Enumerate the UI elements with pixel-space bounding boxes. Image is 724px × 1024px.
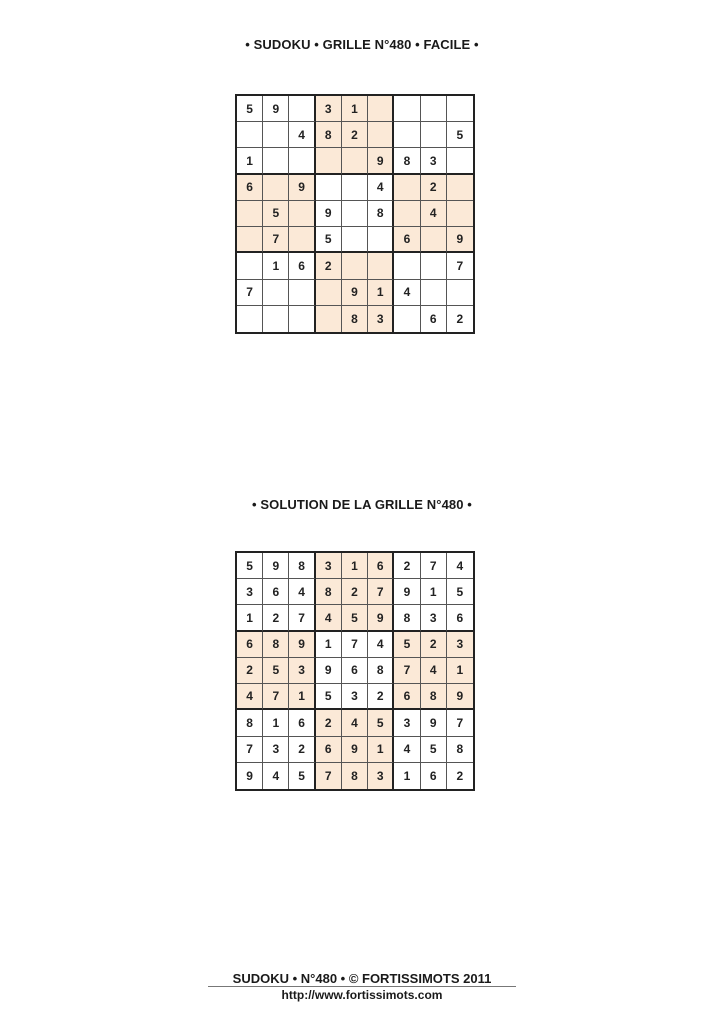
puzzle-cell: 2 <box>316 253 342 279</box>
puzzle-cell: 9 <box>316 201 342 227</box>
puzzle-cell <box>289 227 315 253</box>
solution-cell: 4 <box>447 553 473 579</box>
solution-cell: 7 <box>368 579 394 605</box>
solution-cell: 3 <box>342 684 368 710</box>
solution-cell: 6 <box>289 710 315 736</box>
solution-cell: 6 <box>447 605 473 631</box>
solution-cell: 7 <box>237 737 263 763</box>
puzzle-cell: 9 <box>368 148 394 174</box>
puzzle-cell <box>316 306 342 332</box>
puzzle-cell <box>342 253 368 279</box>
puzzle-cell <box>289 280 315 306</box>
solution-cell: 8 <box>394 605 420 631</box>
solution-title: • SOLUTION DE LA GRILLE N°480 • <box>252 497 472 512</box>
puzzle-cell: 3 <box>316 96 342 122</box>
solution-cell: 9 <box>421 710 447 736</box>
puzzle-cell <box>263 175 289 201</box>
puzzle-cell <box>289 148 315 174</box>
solution-cell: 1 <box>263 710 289 736</box>
puzzle-cell <box>342 227 368 253</box>
solution-cell: 8 <box>368 658 394 684</box>
solution-cell: 4 <box>316 605 342 631</box>
puzzle-cell <box>289 96 315 122</box>
solution-cell: 3 <box>447 632 473 658</box>
solution-cell: 9 <box>342 737 368 763</box>
puzzle-cell <box>421 96 447 122</box>
solution-cell: 4 <box>289 579 315 605</box>
solution-cell: 5 <box>394 632 420 658</box>
puzzle-cell: 6 <box>289 253 315 279</box>
solution-cell: 7 <box>421 553 447 579</box>
solution-cell: 6 <box>263 579 289 605</box>
solution-cell: 4 <box>394 737 420 763</box>
solution-cell: 4 <box>342 710 368 736</box>
puzzle-cell: 9 <box>342 280 368 306</box>
puzzle-cell <box>263 122 289 148</box>
puzzle-cell <box>394 306 420 332</box>
puzzle-cell: 2 <box>342 122 368 148</box>
solution-cell: 5 <box>289 763 315 789</box>
puzzle-cell <box>447 201 473 227</box>
solution-cell: 9 <box>237 763 263 789</box>
solution-cell: 2 <box>456 768 464 783</box>
footer-divider <box>208 986 516 987</box>
solution-cell: 3 <box>421 605 447 631</box>
solution-cell: 8 <box>421 684 447 710</box>
puzzle-cell <box>421 122 447 148</box>
solution-cell: 1 <box>237 605 263 631</box>
puzzle-cell <box>237 227 263 253</box>
solution-cell: 1 <box>447 658 473 684</box>
puzzle-grid <box>235 94 475 334</box>
puzzle-cell <box>368 96 394 122</box>
puzzle-cell: 1 <box>263 253 289 279</box>
puzzle-cell <box>237 253 263 279</box>
solution-cell: 1 <box>394 763 420 789</box>
solution-cell: 1 <box>316 632 342 658</box>
solution-cell: 5 <box>368 710 394 736</box>
solution-cell: 3 <box>368 763 394 789</box>
puzzle-cell <box>316 175 342 201</box>
puzzle-cell: 9 <box>263 96 289 122</box>
solution-cell: 4 <box>368 632 394 658</box>
puzzle-cell <box>263 306 289 332</box>
puzzle-cell <box>289 201 315 227</box>
puzzle-cell: 4 <box>421 201 447 227</box>
solution-cell: 2 <box>237 658 263 684</box>
puzzle-cell <box>421 253 447 279</box>
solution-cell: 1 <box>421 579 447 605</box>
puzzle-cell <box>342 148 368 174</box>
solution-grid <box>235 551 475 791</box>
puzzle-cell: 5 <box>263 201 289 227</box>
solution-cell: 8 <box>342 763 368 789</box>
puzzle-cell: 8 <box>368 201 394 227</box>
puzzle-cell <box>447 280 473 306</box>
puzzle-cell <box>368 227 394 253</box>
puzzle-cell: 3 <box>421 148 447 174</box>
solution-cell: 6 <box>421 763 447 789</box>
puzzle-cell: 4 <box>289 122 315 148</box>
solution-cell: 7 <box>316 763 342 789</box>
solution-cell: 7 <box>342 632 368 658</box>
solution-cell: 9 <box>263 553 289 579</box>
solution-cell: 4 <box>237 684 263 710</box>
solution-cell: 4 <box>421 658 447 684</box>
solution-cell: 4 <box>263 763 289 789</box>
solution-cell: 2 <box>394 553 420 579</box>
solution-cell: 5 <box>447 579 473 605</box>
solution-cell: 6 <box>237 632 263 658</box>
solution-cell: 8 <box>289 553 315 579</box>
solution-cell: 8 <box>447 737 473 763</box>
solution-cell: 1 <box>342 553 368 579</box>
puzzle-cell <box>316 148 342 174</box>
solution-cell: 7 <box>394 658 420 684</box>
puzzle-cell <box>237 122 263 148</box>
solution-cell: 5 <box>237 553 263 579</box>
puzzle-cell <box>289 306 315 332</box>
solution-cell: 3 <box>394 710 420 736</box>
solution-cell: 2 <box>316 710 342 736</box>
solution-cell: 8 <box>316 579 342 605</box>
solution-cell: 3 <box>316 553 342 579</box>
puzzle-cell: 1 <box>237 148 263 174</box>
solution-cell: 3 <box>289 658 315 684</box>
solution-cell: 2 <box>289 737 315 763</box>
solution-cell: 2 <box>368 684 394 710</box>
puzzle-cell <box>237 306 263 332</box>
solution-cell: 9 <box>447 684 473 710</box>
solution-cell: 9 <box>394 579 420 605</box>
solution-cell: 2 <box>342 579 368 605</box>
puzzle-cell: 8 <box>394 148 420 174</box>
solution-cell: 3 <box>237 579 263 605</box>
solution-cell: 3 <box>263 737 289 763</box>
solution-cell: 1 <box>289 684 315 710</box>
puzzle-cell: 4 <box>394 280 420 306</box>
puzzle-cell: 9 <box>289 175 315 201</box>
footer-url[interactable]: http://www.fortissimots.com <box>281 988 443 1002</box>
puzzle-title: • SUDOKU • GRILLE N°480 • FACILE • <box>245 37 479 52</box>
puzzle-cell <box>263 280 289 306</box>
solution-cell: 1 <box>368 737 394 763</box>
solution-cell: 2 <box>421 632 447 658</box>
puzzle-cell <box>394 175 420 201</box>
puzzle-cell <box>447 148 473 174</box>
solution-cell: 6 <box>368 553 394 579</box>
puzzle-cell: 2 <box>456 311 464 326</box>
solution-cell: 2 <box>263 605 289 631</box>
puzzle-cell <box>394 96 420 122</box>
puzzle-cell: 2 <box>421 175 447 201</box>
puzzle-cell: 8 <box>342 306 368 332</box>
puzzle-cell <box>447 175 473 201</box>
solution-cell: 5 <box>263 658 289 684</box>
footer-copyright: SUDOKU • N°480 • © FORTISSIMOTS 2011 <box>232 971 492 986</box>
puzzle-cell <box>342 201 368 227</box>
solution-cell: 5 <box>421 737 447 763</box>
puzzle-cell <box>316 280 342 306</box>
solution-cell: 5 <box>342 605 368 631</box>
puzzle-cell: 9 <box>447 227 473 253</box>
solution-cell: 9 <box>289 632 315 658</box>
solution-cell: 8 <box>237 710 263 736</box>
puzzle-cell <box>368 122 394 148</box>
puzzle-cell <box>421 227 447 253</box>
solution-cell: 7 <box>263 684 289 710</box>
puzzle-cell: 8 <box>316 122 342 148</box>
puzzle-cell: 4 <box>368 175 394 201</box>
puzzle-cell: 5 <box>316 227 342 253</box>
solution-cell: 9 <box>316 658 342 684</box>
puzzle-cell <box>237 201 263 227</box>
solution-cell: 9 <box>368 605 394 631</box>
puzzle-cell <box>447 96 473 122</box>
puzzle-cell: 1 <box>368 280 394 306</box>
puzzle-cell: 7 <box>447 253 473 279</box>
solution-cell: 7 <box>447 710 473 736</box>
puzzle-cell <box>394 122 420 148</box>
solution-cell: 6 <box>394 684 420 710</box>
puzzle-cell: 1 <box>342 96 368 122</box>
puzzle-cell: 6 <box>421 306 447 332</box>
puzzle-cell <box>263 148 289 174</box>
solution-cell: 7 <box>289 605 315 631</box>
puzzle-cell: 7 <box>263 227 289 253</box>
puzzle-cell: 5 <box>237 96 263 122</box>
puzzle-cell: 5 <box>447 122 473 148</box>
puzzle-cell <box>342 175 368 201</box>
puzzle-cell: 7 <box>237 280 263 306</box>
solution-cell: 5 <box>316 684 342 710</box>
puzzle-cell <box>368 253 394 279</box>
puzzle-cell: 6 <box>394 227 420 253</box>
solution-cell: 8 <box>263 632 289 658</box>
puzzle-cell <box>394 201 420 227</box>
puzzle-cell: 6 <box>237 175 263 201</box>
puzzle-cell <box>421 280 447 306</box>
puzzle-cell: 3 <box>368 306 394 332</box>
puzzle-cell <box>394 253 420 279</box>
solution-cell: 6 <box>342 658 368 684</box>
solution-cell: 6 <box>316 737 342 763</box>
